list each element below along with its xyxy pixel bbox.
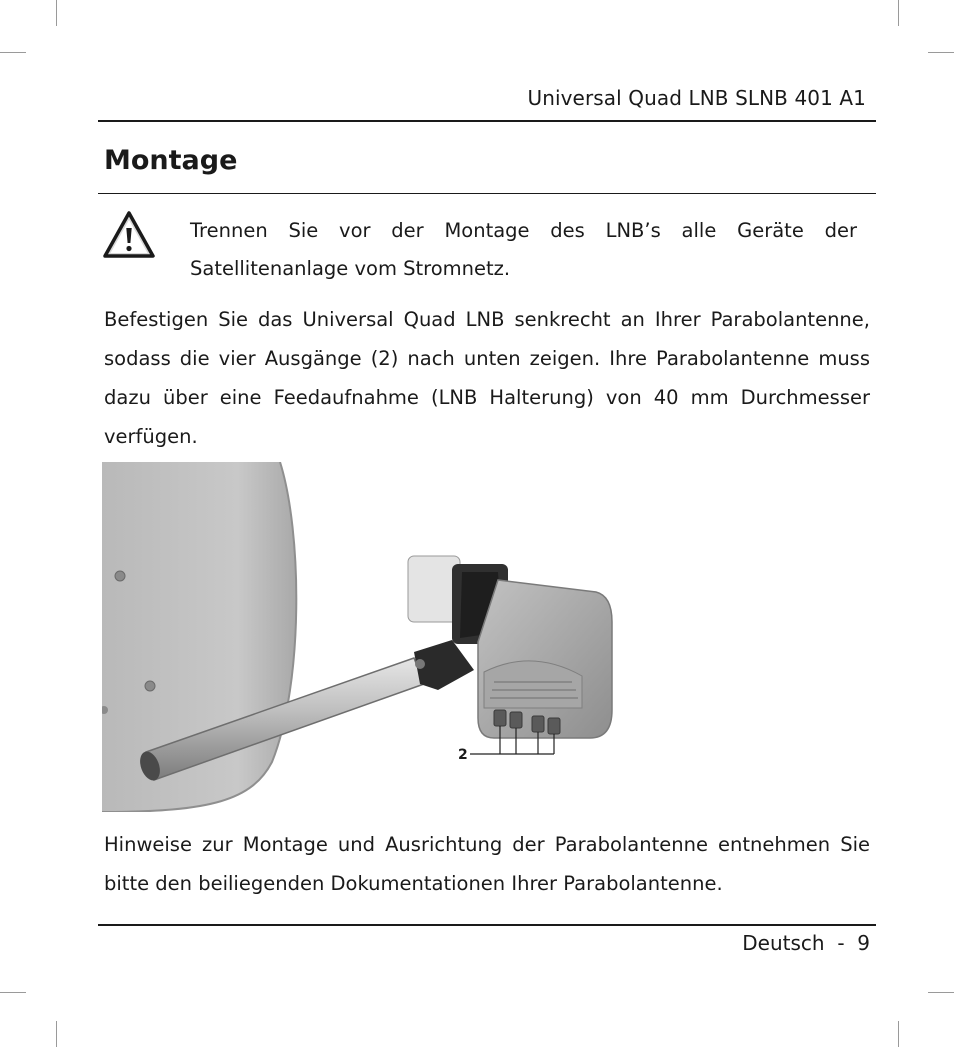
running-header: Universal Quad LNB SLNB 401 A1 xyxy=(527,86,866,110)
crop-mark xyxy=(56,1021,57,1047)
header-rule xyxy=(98,120,876,122)
crop-mark xyxy=(928,992,954,993)
crop-mark xyxy=(898,1021,899,1047)
crop-mark xyxy=(56,0,57,26)
mounting-paragraph: Befestigen Sie das Universal Quad LNB senkrecht an Ihrer Parabolantenne, sodass die vier Ausgänge (2) nach unten zeigen. Ihre Parabolantenne muss dazu über eine Feedaufnahme (LNB Halterung) von 40 mm Durchmesser verfügen. xyxy=(104,308,870,448)
lnb-mounting-photo xyxy=(102,462,642,812)
footer-rule xyxy=(98,924,876,926)
crop-mark xyxy=(0,52,26,53)
crop-mark xyxy=(898,0,899,26)
warning-text: Trennen Sie vor der Montage des LNB’s alle Geräte der Satellitenanlage vom Stromnetz. xyxy=(190,219,857,280)
section-title: Montage xyxy=(104,145,238,176)
section-rule xyxy=(98,193,876,194)
crop-mark xyxy=(928,52,954,53)
footer-separator: - xyxy=(837,931,845,955)
page-footer xyxy=(742,931,870,955)
figure-callout-2: 2 xyxy=(458,747,468,763)
hint-paragraph: Hinweise zur Montage und Ausrichtung der Parabolantenne entnehmen Sie bitte den beiliegenden Dokumentationen Ihrer Parabolantenne. xyxy=(104,833,870,895)
page-number: 9 xyxy=(857,931,870,955)
warning-triangle-icon xyxy=(102,210,156,260)
footer-language: Deutsch xyxy=(742,931,825,955)
crop-mark xyxy=(0,992,26,993)
